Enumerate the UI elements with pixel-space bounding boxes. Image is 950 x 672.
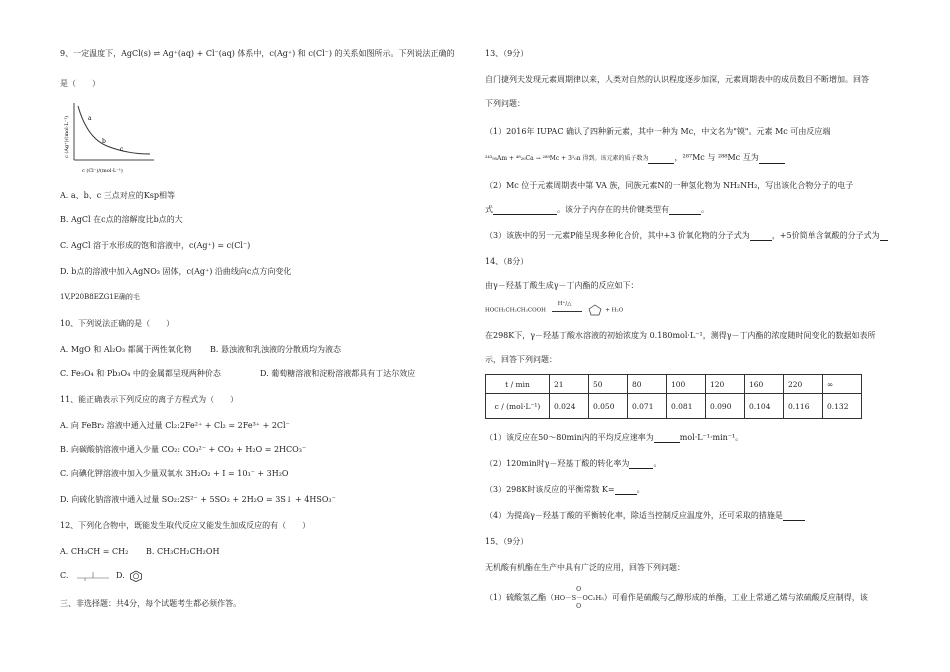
point-a-label: a — [88, 115, 92, 122]
table-cell: 160 — [745, 375, 784, 394]
oxide-formula-blank[interactable] — [750, 232, 772, 241]
reaction-arrow — [552, 300, 582, 312]
q14-part2-end: 。 — [653, 459, 662, 468]
q10-option-d[interactable]: D. 葡萄糖溶液和淀粉溶液都具有丁达尔效应 — [260, 369, 416, 378]
table-row-concentration — [486, 394, 862, 419]
q9-option-a[interactable]: A. a、b、c 三点对应的Ksp相等 — [60, 191, 175, 200]
q14-part1-text: （1）该反应在50～80min内的平均反应速率为 — [485, 433, 654, 442]
graph-ylabel: c (Ag⁺)/(mol·L⁻¹) — [64, 115, 70, 158]
graph-curve — [78, 106, 150, 154]
q11-option-c[interactable]: C. 向碘化钾溶液中加入少量双氧水 3H₂O₂ + I = 10₃⁻ + 3H₂O — [60, 469, 289, 478]
q9-option-d[interactable]: D. b点的溶液中加入AgNO₃ 固体，c(Ag⁺) 沿曲线向c点方向变化 — [60, 267, 292, 276]
q10-option-b[interactable]: B. 悬浊液和乳浊液的分散质均为液态 — [210, 345, 341, 354]
q13-part1-equation: ²⁴³₉₅Am + ⁴⁸₂₀Ca → ²⁸⁸Mc + 3¹₀n 得到。该元素的质子数为 — [485, 155, 649, 162]
q14-desc-1: 在298K下，γ－羟基丁酸水溶液的初始浓度为 0.180mol·L⁻¹，测得γ－丁内酯的浓度随时间变化的数据如表所 — [485, 331, 876, 340]
q13-heading: 13、（9分） — [485, 49, 529, 58]
q9-graph — [62, 98, 162, 178]
concentration-table — [485, 374, 862, 419]
q14-desc-2: 示，回答下列问题： — [485, 355, 557, 364]
q10-option-c[interactable]: C. Fe₃O₄ 和 Pb₃O₄ 中的金属都呈现两种价态 — [60, 369, 221, 378]
reaction-rate-blank[interactable] — [654, 434, 680, 443]
equilibrium-constant-blank[interactable] — [615, 486, 637, 495]
q9-option-c[interactable]: C. AgCl 溶于水形成的饱和溶液中，c(Ag⁺) = c(Cl⁻) — [60, 241, 251, 250]
table-cell: 100 — [667, 375, 706, 394]
q14-part1 — [485, 432, 743, 443]
measure-blank[interactable] — [783, 512, 805, 521]
table-cell: 220 — [784, 375, 823, 394]
ethyl-hydrogen-sulfate-structure: O HO－S－OC₂H₅ O — [554, 586, 604, 610]
isotope-relation-blank[interactable] — [759, 155, 785, 164]
point-b-label: b — [102, 138, 106, 145]
q14-part2-text: （2）120min时γ－羟基丁酸的转化率为 — [485, 459, 630, 468]
table-cell: 0.081 — [667, 394, 706, 419]
q12-option-a[interactable]: A. CH₃CH = CH₂ — [60, 547, 129, 556]
lactone-ring-icon — [587, 304, 603, 316]
acid-formula-blank[interactable] — [880, 232, 888, 241]
q11-option-d[interactable]: D. 向硫化钠溶液中通入过量 SO₂:2S²⁻ + 5SO₂ + 2H₂O = 3S↓ + 4HSO₃⁻ — [60, 495, 336, 504]
q13-part2-b — [485, 204, 709, 215]
point-c-label: c — [120, 146, 124, 153]
q14-part4 — [485, 510, 805, 521]
q15-part1-text: （1）硫酸氢乙酯（ — [485, 593, 555, 602]
q9-option-b[interactable]: B. AgCl 在c点的溶解度比b点的大 — [60, 215, 183, 224]
q13-intro-1: 自门捷列夫发现元素周期律以来，人类对自然的认识程度逐步加深，元素周期表中的成员数目不断增加。回答 — [485, 75, 869, 84]
electron-formula-blank[interactable] — [493, 206, 557, 215]
table-cell: 21 — [550, 375, 589, 394]
q12-option-c-structure — [75, 570, 111, 582]
q12-option-d[interactable] — [116, 570, 143, 582]
reaction-byproduct: + H₂O — [605, 307, 624, 314]
q15-part1 — [485, 586, 868, 610]
reaction-condition: H⁺/△ — [557, 300, 572, 307]
q13-part2-mid: 。该分子内存在的共价键类型有 — [557, 205, 669, 214]
conversion-rate-blank[interactable] — [629, 460, 653, 469]
table-cell: 0.071 — [628, 394, 667, 419]
graph-xlabel: c (Cl⁻)/(mol·L⁻¹) — [82, 168, 123, 174]
q10-option-a[interactable]: A. MgO 和 Al₂O₃ 都属于两性氧化物 — [60, 345, 192, 354]
benzene-ring-icon — [129, 570, 143, 582]
q12-option-c-label: C. — [60, 571, 69, 580]
table-cell: 120 — [706, 375, 745, 394]
q14-part3-end: 。 — [636, 485, 645, 494]
q12-option-c[interactable] — [60, 570, 111, 582]
watermark-line: 1V,P20B8EZG1E确的毛 — [60, 293, 140, 301]
table-cell: 50 — [589, 375, 628, 394]
q13-part1-a: （1）2016年 IUPAC 确认了四种新元素，其中一种为 Mc，中文名为"镆"。元素 Mc 可由反应端 — [485, 127, 831, 136]
q15-intro: 无机酸有机酯在生产中具有广泛的应用，回答下列问题： — [485, 563, 685, 572]
q15-heading: 15、（9分） — [485, 537, 529, 546]
table-cell: 0.090 — [706, 394, 745, 419]
q11-option-b[interactable]: B. 向碳酸钠溶液中通入少量 CO₂: CO₃²⁻ + CO₂ + H₂O = 2HCO₃⁻ — [60, 445, 307, 454]
q12-option-d-label: D. — [116, 571, 125, 580]
q9-stem: 9、一定温度下，AgCl(s) ⇌ Ag⁺(aq) + Cl⁻(aq) 体系中，c(Ag⁺) 和 c(Cl⁻) 的关系如图所示。下列说法正确的 — [60, 49, 455, 58]
table-header-time: t / min — [486, 375, 550, 394]
table-cell: 0.050 — [589, 394, 628, 419]
table-cell: ∞ — [823, 375, 862, 394]
q13-part3 — [485, 230, 888, 241]
reaction-scheme — [485, 300, 624, 317]
q13-part3-text-b: ，+5价简单含氧酸的分子式为 — [771, 231, 880, 240]
q14-heading: 14、（8分） — [485, 257, 529, 266]
table-header-concentration: c / (mol·L⁻¹) — [486, 394, 550, 419]
q15-part1-text-b: ）可看作是硫酸与乙醇形成的单酯，工业上常通乙烯与浓硫酸反应制得，该 — [603, 593, 868, 602]
q14-part1-unit: mol·L⁻¹·min⁻¹。 — [679, 433, 744, 442]
q14-part3 — [485, 484, 645, 495]
q13-part1-b — [485, 152, 785, 164]
q13-part2-end: 。 — [701, 205, 709, 214]
q12-option-b[interactable]: B. CH₃CH₂CH₂OH — [146, 547, 220, 556]
table-cell: 80 — [628, 375, 667, 394]
ethyl-hydrogen-sulfate-formula: HO－S－OC₂H₅ — [554, 594, 604, 602]
q14-intro: 由γ－羟基丁酸生成γ－丁内酯的反应如下： — [485, 281, 639, 290]
section-3-heading: 三、非选择题：共4分，每个试题考生都必须作答。 — [60, 599, 242, 608]
q13-part2-prefix: 式 — [485, 205, 493, 214]
q13-intro-2: 下列问题： — [485, 99, 525, 108]
q14-part4-text: （4）为提高γ－羟基丁酸的平衡转化率，除适当控制反应温度外，还可采取的措施是 — [485, 511, 783, 520]
q13-part3-text: （3）该族中的另一元素P能呈现多种化合价，其中+3 价氧化物的分子式为 — [485, 231, 750, 240]
bond-type-blank[interactable] — [669, 206, 701, 215]
table-cell: 0.132 — [823, 394, 862, 419]
proton-number-blank[interactable] — [648, 155, 674, 164]
q14-part3-text: （3）298K时该反应的平衡常数 K= — [485, 485, 615, 494]
q11-option-a[interactable]: A. 向 FeBr₂ 溶液中通入过量 Cl₂:2Fe²⁺ + Cl₂ = 2Fe³⁺ + 2Cl⁻ — [60, 421, 290, 430]
q10-stem: 10、下列说法正确的是（ ） — [60, 319, 175, 328]
reaction-reactant: HOCH₂CH₂CH₂COOH — [485, 307, 546, 314]
table-row-time — [486, 375, 862, 394]
table-cell: 0.024 — [550, 394, 589, 419]
q11-stem: 11、能正确表示下列反应的离子方程式为（ ） — [60, 395, 239, 404]
table-cell: 0.116 — [784, 394, 823, 419]
q14-part2 — [485, 458, 661, 469]
q13-part2-a: （2）Mc 位于元素周期表中第 VA 族，同族元素N的一种氢化物为 NH₂NH₂，写出该化合物分子的电子 — [485, 181, 854, 190]
q13-part1-c: ，²⁸⁷Mc 与 ²⁸⁸Mc 互为 — [674, 153, 759, 162]
q12-stem: 12、下列化合物中，既能发生取代反应又能发生加成反应的有（ ） — [60, 521, 311, 530]
q9-stem-cont: 是（ ） — [60, 79, 100, 88]
table-cell: 0.104 — [745, 394, 784, 419]
